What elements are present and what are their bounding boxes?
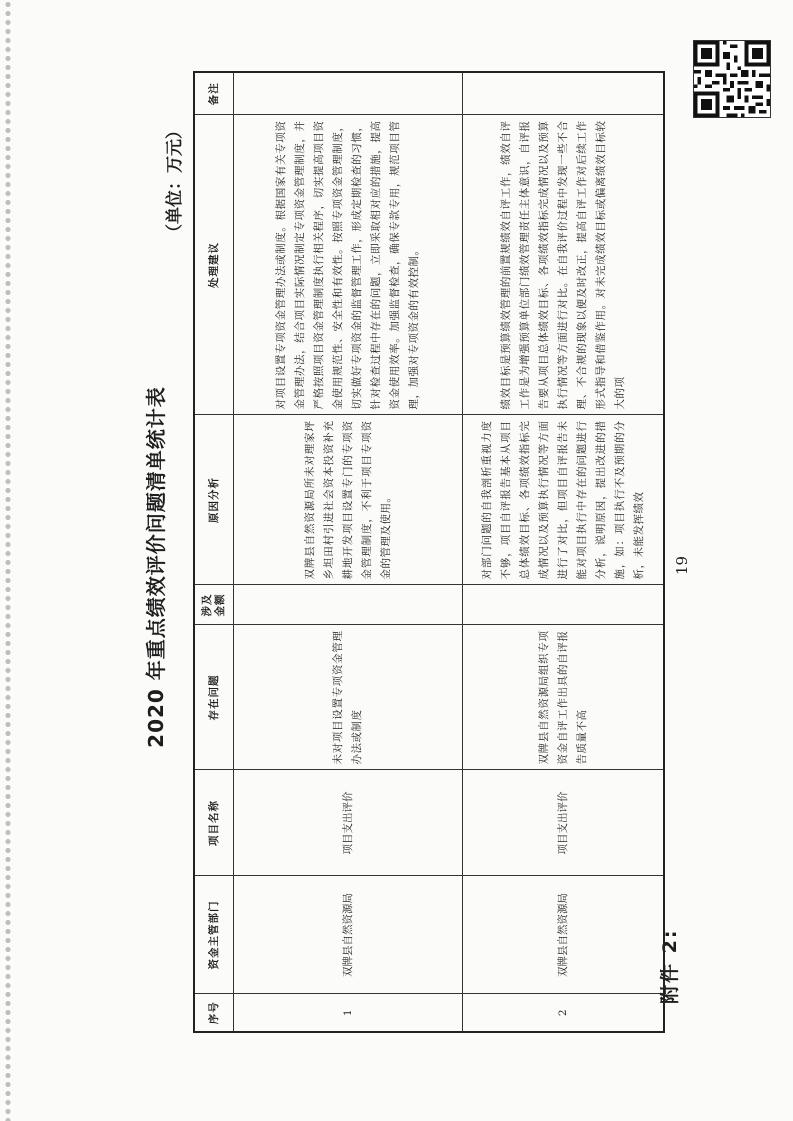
cell-index: 2 xyxy=(463,994,665,1032)
cell-project: 项目支出评价 xyxy=(463,770,665,876)
cell-index: 1 xyxy=(234,994,463,1032)
header-suggestion: 处理建议 xyxy=(194,115,234,415)
cell-analysis: 对部门问题的自我剖析重视力度不够，项目自评报告基本从项目总体绩效目标、各项绩效指标完成情况以及预算执行情况等方面进行了对比，但项目自评报告未能对项目执行中存在的问题进行分析，说明原因，提出改进的措施，如：项目执行不及预期的分析，未能发挥绩效 xyxy=(463,415,665,585)
cell-amount xyxy=(463,585,665,625)
cell-problem: 双牌县自然资源局组织专项资金自评工作出具的自评报告质量不高 xyxy=(463,625,665,770)
attachment-label: 附件 2: xyxy=(659,928,681,1004)
cell-department: 双牌县自然资源局 xyxy=(234,876,463,994)
page-number: 19 xyxy=(673,555,691,575)
header-project: 项目名称 xyxy=(194,770,234,876)
cell-project: 项目支出评价 xyxy=(234,770,463,876)
header-amount: 涉及金额 xyxy=(194,585,234,625)
cell-problem: 未对项目设置专项资金管理办法或制度 xyxy=(234,625,463,770)
table-row xyxy=(463,72,665,1032)
problem-table xyxy=(193,71,665,1033)
cell-suggestion: 绩效目标是预算绩效管理的前置规绩效自评工作，绩效自评工作是为增强预算单位部门绩效管理责任主体意识，自评报告要从项目总体绩效目标、各项绩效指标完成情况以及预算执行情况等方面进行对比。在自我评价过程中发现一些不合理、不合规的现象以便及时改正，提高自评工作对后续工作形式指导和借鉴作用。对未完成绩效目标或偏离绩效目标较大的项 xyxy=(463,115,665,415)
table-row xyxy=(234,72,463,1032)
cell-remark xyxy=(234,72,463,115)
header-analysis: 原因分析 xyxy=(194,415,234,585)
header-problem: 存在问题 xyxy=(194,625,234,770)
cell-department: 双牌县自然资源局 xyxy=(463,876,665,994)
cell-amount xyxy=(234,585,463,625)
header-index: 序号 xyxy=(194,994,234,1032)
cell-remark xyxy=(463,72,665,115)
header-department: 资金主管部门 xyxy=(194,876,234,994)
cell-suggestion: 对项目设置专项资金管理办法或制度。根据国家有关专项资金管理办法，结合项目实际情况制定专项资金管理制度，并严格按照项目资金管理制度执行相关程序，切实提高项目资金使用规范性、安全性和有效性。按照专项资金管理制度，切实做好专项资金的监督管理工作，形成定期检查的习惯，针对检查过程中存在的问题，立即采取相对应的措施，提高资金使用效率。加强监督检查，确保专款专用，规范项目管理，加强对专项资金的有效控制。 xyxy=(234,115,463,415)
cell-analysis: 双牌县自然资源局所未对理家坪乡坦田村引进社会资本投资补充耕地开发项目设置专门的专项资金管理制度，不利于项目专项资金的管理及使用。 xyxy=(234,415,463,585)
unit-label: （单位：万元） xyxy=(165,122,185,241)
table-header-row xyxy=(194,72,234,1032)
header-remark: 备注 xyxy=(194,72,234,115)
page-title: 2020 年重点绩效评价问题清单统计表 xyxy=(144,386,168,748)
